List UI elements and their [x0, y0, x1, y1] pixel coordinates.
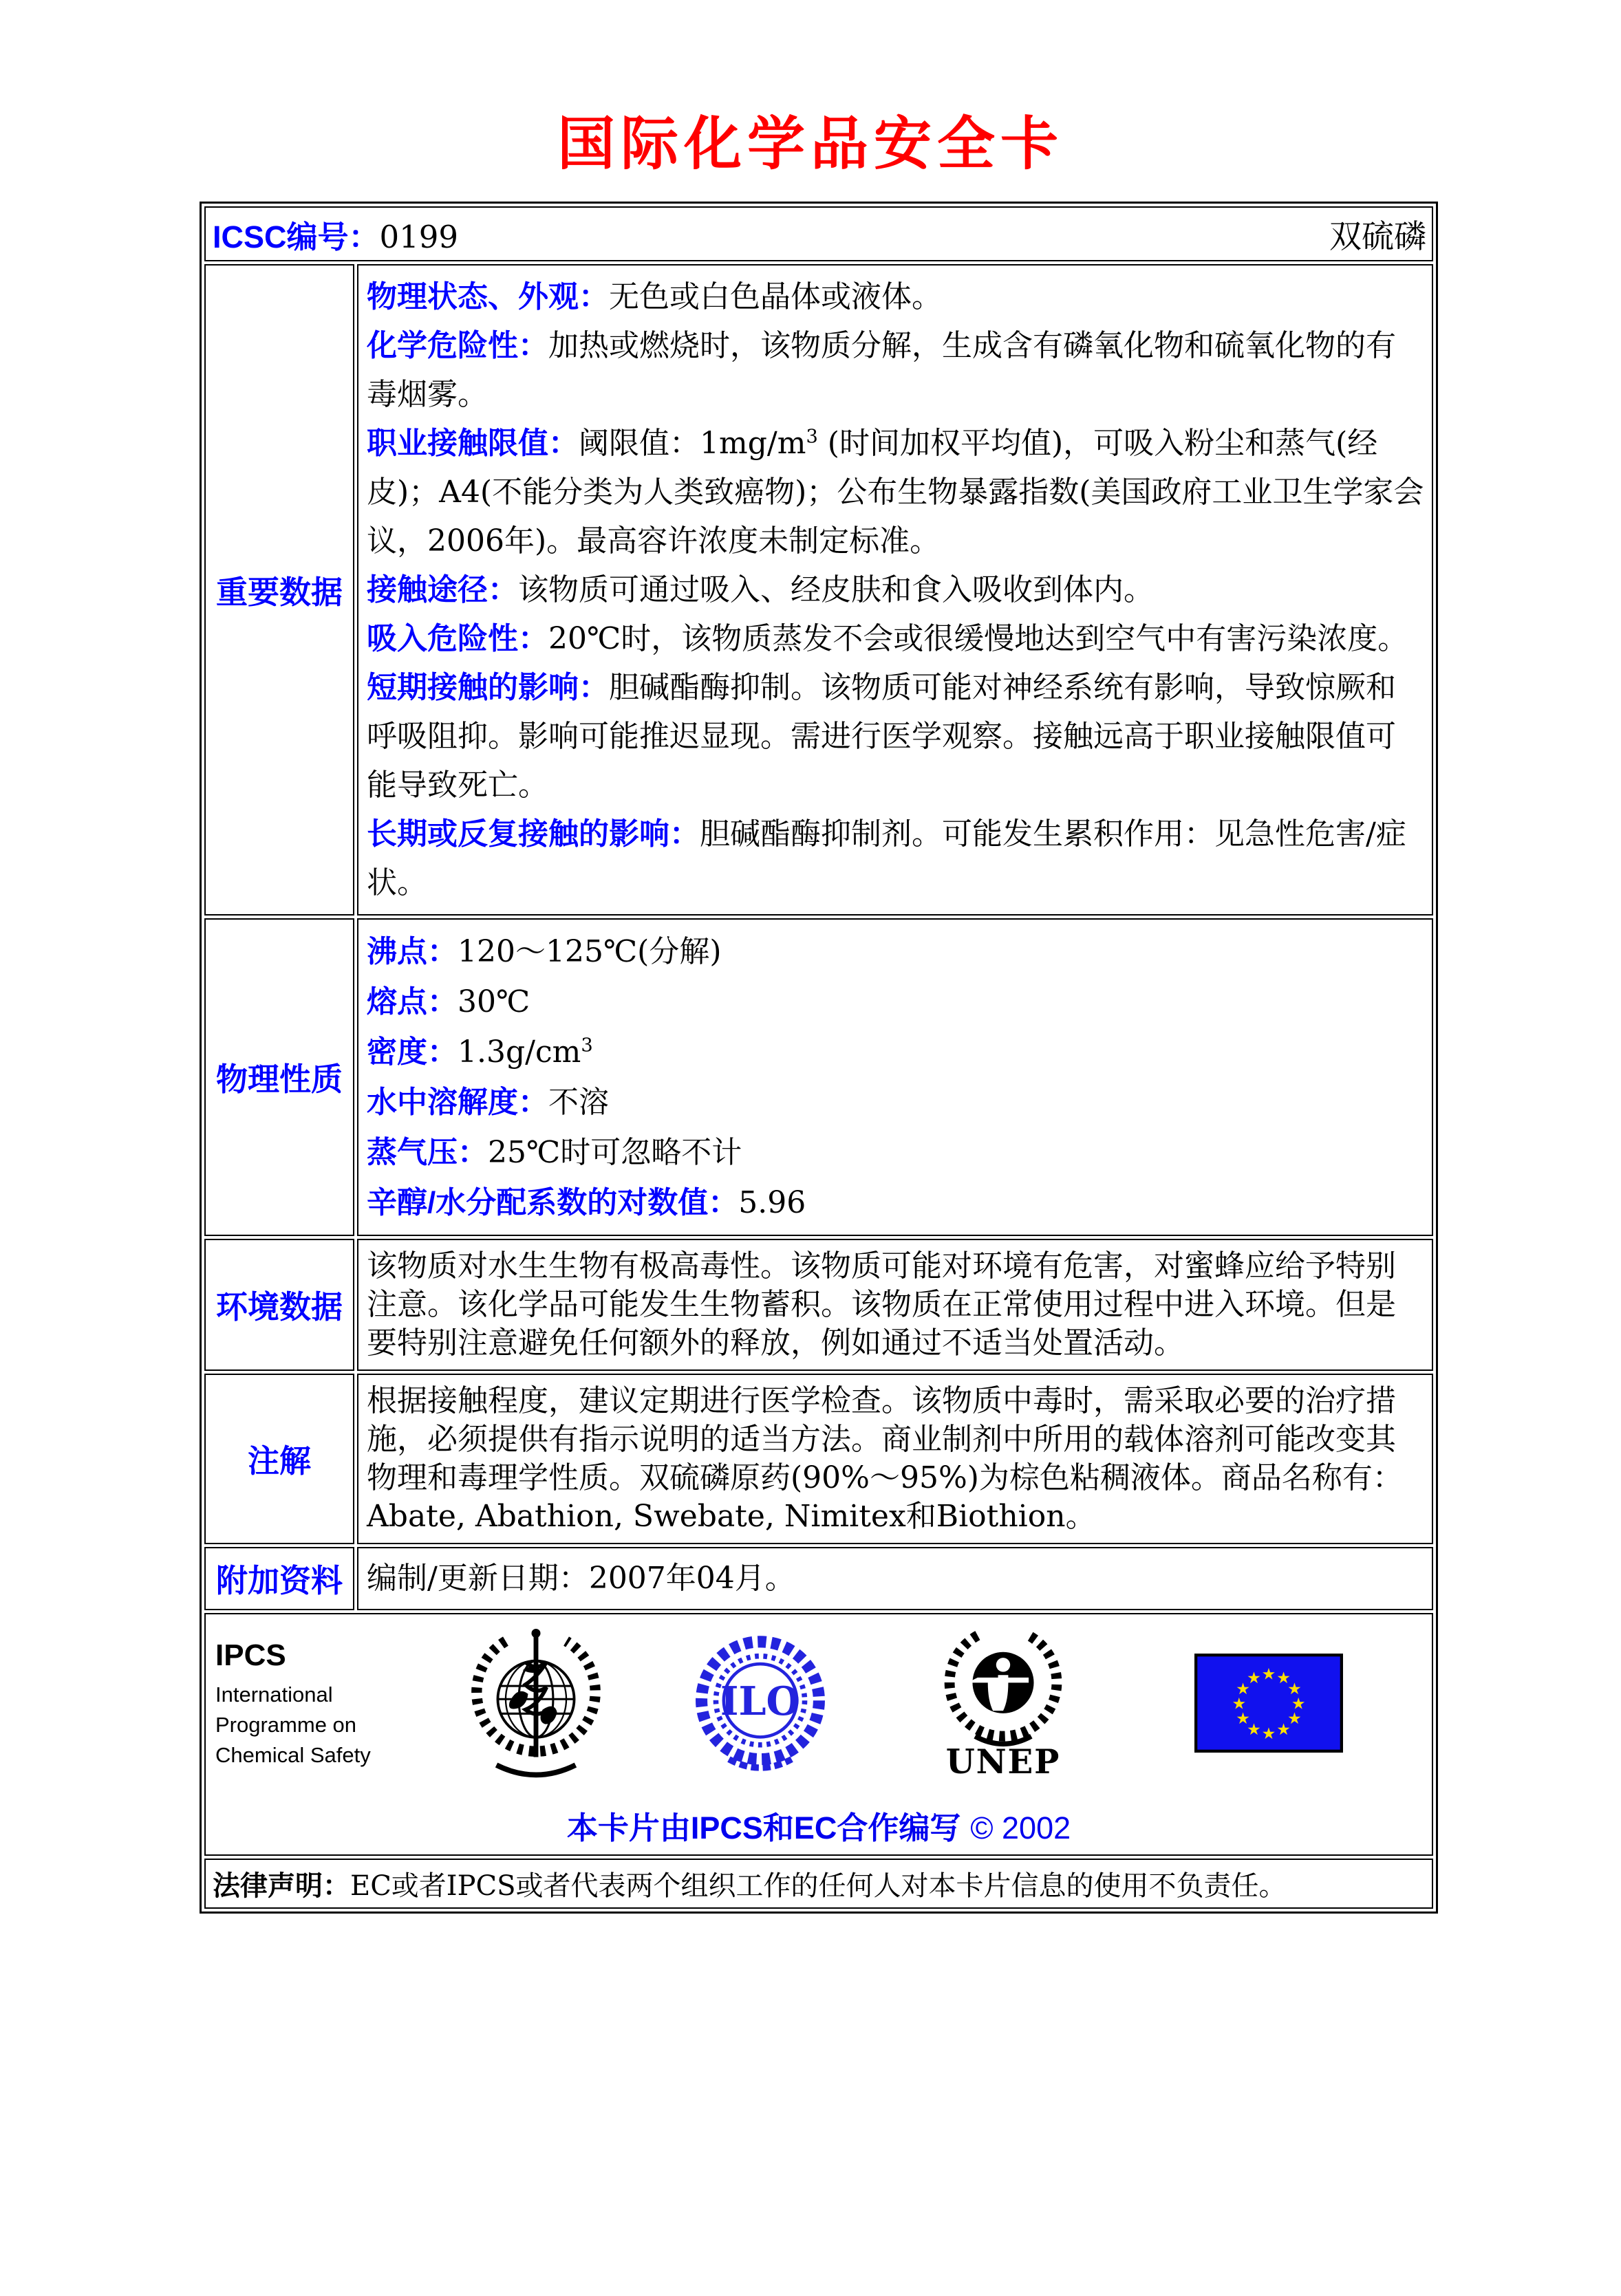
field-occupational-exposure-limits: 职业接触限值：阈限值：$1mg/m^3$ (时间加权平均值)，可吸入粉尘和蒸气(经皮)；A4(不能分类为人类致癌物)；公布生物暴露指数(美国政府工业卫生学家会议，2006年)。最高容许浓度未制定标准。: [367, 426, 1424, 559]
icsc-document-page: [0, 98, 1621, 1914]
svg-text:★: ★: [1287, 1680, 1302, 1699]
svg-text:★: ★: [1247, 1721, 1261, 1740]
row-legal-notice: [204, 1859, 1433, 1909]
legal-notice-label: 法律声明：: [213, 1871, 350, 1901]
field-routes-of-exposure: 接触途径：该物质可通过吸入、经皮肤和食入吸收到体内。: [367, 572, 1154, 607]
svg-text:★: ★: [1276, 1669, 1291, 1688]
svg-text:★: ★: [1291, 1695, 1306, 1713]
svg-text:★: ★: [1236, 1680, 1250, 1699]
svg-text:★: ★: [1261, 1665, 1276, 1684]
section-label-physical-properties: 物理性质: [204, 918, 354, 1236]
icsc-number-label: ICSC编号：: [213, 219, 380, 254]
credit-copyright: © 2002: [970, 1810, 1071, 1845]
svg-text:★: ★: [1247, 1669, 1261, 1688]
icsc-card-table: [200, 202, 1438, 1914]
unep-logo-text: UNEP: [945, 1743, 1061, 1782]
icsc-number-group: [213, 212, 458, 257]
notes-text: 根据接触程度，建议定期进行医学检查。该物质中毒时，需采取必要的治疗措施，必须提供有指示说明的适当方法。商业制剂中所用的载体溶剂可能改变其物理和毒理学性质。双硫磷原药(90%～95%)为棕色粘稠液体。商品名称有：Abate, Abathion, Swebate, Nimitex和Biothion。: [367, 1383, 1403, 1534]
row-important-data: [204, 264, 1433, 916]
field-chemical-dangers: 化学危险性：加热或燃烧时，该物质分解，生成含有磷氧化物和硫氧化物的有毒烟雾。: [367, 328, 1396, 412]
svg-text:★: ★: [1236, 1710, 1250, 1729]
ipcs-text-block: [215, 1638, 387, 1770]
svg-text:★: ★: [1287, 1710, 1302, 1729]
unep-logo-icon: [939, 1624, 1067, 1785]
ipcs-subtitle-line1: International: [215, 1682, 333, 1707]
field-short-term-effects: 短期接触的影响：胆碱酯酶抑制。该物质可能对神经系统有影响，导致惊厥和呼吸阻抑。影响可能推迟显现。需进行医学观察。接触远高于职业接触限值可能导致死亡。: [367, 670, 1396, 803]
header-row: [204, 206, 1433, 261]
field-inhalation-risk: 吸入危险性：20℃时，该物质蒸发不会或很缓慢地达到空气中有害污染浓度。: [367, 621, 1408, 656]
field-vapour-pressure: 蒸气压：25℃时可忽略不计: [367, 1135, 742, 1170]
field-physical-state: 物理状态、外观：无色或白色晶体或液体。: [367, 279, 942, 314]
ipcs-subtitle-line2: Programme on: [215, 1713, 357, 1737]
field-boiling-point: 沸点：120～125℃(分解): [367, 934, 722, 969]
section-label-notes: 注解: [204, 1374, 354, 1544]
ipcs-subtitle-line3: Chemical Safety: [215, 1743, 371, 1767]
svg-text:★: ★: [1261, 1724, 1276, 1743]
eu-flag-icon: [1194, 1653, 1343, 1756]
who-logo-icon: [470, 1625, 602, 1784]
field-water-solubility: 水中溶解度：不溶: [367, 1085, 609, 1120]
row-physical-properties: [204, 918, 1433, 1236]
ipcs-title: IPCS: [215, 1638, 286, 1672]
svg-text:★: ★: [1276, 1721, 1291, 1740]
section-label-environmental-data: 环境数据: [204, 1239, 354, 1371]
section-label-additional-info: 附加资料: [204, 1547, 354, 1610]
additional-info-text: 编制/更新日期：2007年04月。: [367, 1561, 795, 1596]
field-melting-point: 熔点：30℃: [367, 984, 530, 1019]
row-environmental-data: [204, 1239, 1433, 1371]
icsc-number-value: 0199: [379, 218, 459, 255]
credit-text: 本卡片由IPCS和EC合作编写: [566, 1810, 961, 1845]
row-notes: [204, 1374, 1433, 1544]
field-density: 密度：$1.3g/cm^3$: [367, 1035, 593, 1070]
page-title: 国际化学品安全卡: [557, 111, 1064, 176]
ilo-logo-icon: [695, 1626, 826, 1783]
field-long-term-effects: 长期或反复接触的影响：胆碱酯酶抑制剂。可能发生累积作用：见急性危害/症状。: [367, 816, 1406, 900]
row-additional-info: [204, 1547, 1433, 1610]
ilo-logo-text: ILO: [720, 1679, 801, 1725]
legal-notice-text: EC或者IPCS或者代表两个组织工作的任何人对本卡片信息的使用不负责任。: [350, 1870, 1287, 1902]
row-logos: [204, 1613, 1433, 1856]
environmental-data-text: 该物质对水生生物有极高毒性。该物质可能对环境有危害，对蜜蜂应给予特别注意。该化学品可能发生生物蓄积。该物质在正常使用过程中进入环境。但是要特别注意避免任何额外的释放，例如通过不适当处置活动。: [367, 1248, 1396, 1361]
section-label-important-data: 重要数据: [204, 264, 354, 916]
chemical-name: 双硫磷: [1329, 217, 1426, 256]
footer-credit: [206, 1803, 1432, 1848]
field-octanol-water-partition: 辛醇/水分配系数的对数值：5.96: [367, 1185, 806, 1220]
svg-text:★: ★: [1232, 1695, 1247, 1713]
